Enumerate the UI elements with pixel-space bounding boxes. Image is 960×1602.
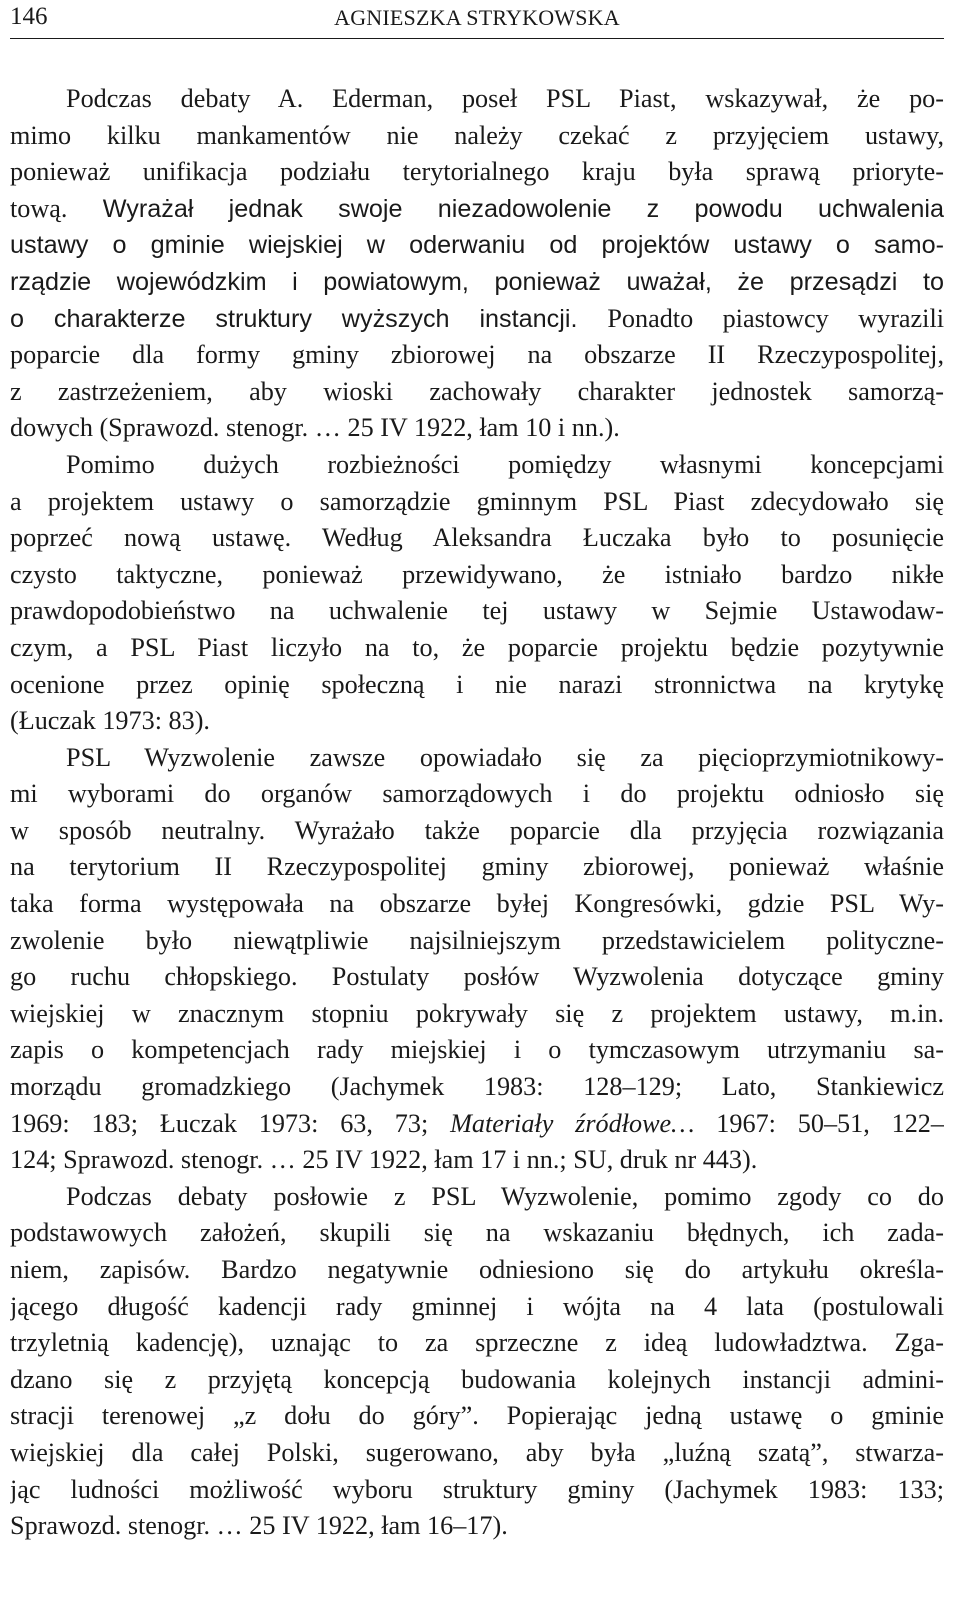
paragraph	[10, 1179, 944, 1545]
text-line: niem, zapisów. Bardzo negatywnie odniesiono się do artykułu określa-	[10, 1255, 944, 1284]
text-segment: Ponadto piastowcy wyrazili	[607, 303, 944, 333]
text-line: czysto taktyczne, ponieważ przewidywano, że istniało bardzo nikłe	[10, 559, 944, 589]
document-page	[10, 0, 944, 1545]
text-line: (Łuczak 1973: 83).	[10, 706, 210, 736]
text-line: podstawowych założeń, skupili się na wskazaniu błędnych, ich zada-	[10, 1218, 944, 1248]
text-line: mi wyborami do organów samorządowych i do projektu odniosło się	[10, 779, 944, 809]
running-head: AGNIESZKA STRYKOWSKA	[334, 5, 620, 30]
text-line: zapis o kompetencjach rady miejskiej i o tymczasowym utrzymaniu sa-	[10, 1035, 944, 1065]
text-line: stracji terenowej „z dołu do góry”. Popierając jedną ustawę o gminie	[10, 1401, 944, 1431]
text-line: wiejskiej dla całej Polski, sugerowano, aby była „luźną szatą”, stwarza-	[10, 1437, 944, 1467]
text-line: poprzeć nową ustawę. Według Aleksandra Łuczaka było to posunięcie	[10, 523, 944, 553]
text-line: Podczas debaty A. Ederman, poseł PSL Piast, wskazywał, że po-	[66, 84, 944, 113]
text-line: dowych (Sprawozd. stenogr. … 25 IV 1922, łam 10 i nn.).	[10, 413, 620, 443]
text-line: jącego długość kadencji rady gminnej i wójta na 4 lata (postulowali	[10, 1291, 944, 1321]
text-line: poparcie dla formy gminy zbiorowej na obszarze II Rzeczypospolitej,	[10, 340, 944, 370]
text-line: trzyletnią kadencję), uznając to za sprzeczne z ideą ludowładztwa. Zga-	[10, 1328, 944, 1358]
text-line	[10, 301, 944, 338]
text-line: wiejskiej w znacznym stopniu pokrywały się z projektem ustawy, m.in.	[10, 998, 944, 1028]
text-line: a projektem ustawy o samorządzie gminnym PSL Piast zdecydowało się	[10, 486, 944, 516]
text-line: mimo kilku mankamentów nie należy czekać z przyjęciem ustawy,	[10, 120, 944, 150]
page-header	[10, 0, 944, 39]
text-line: na terytorium II Rzeczypospolitej gminy zbiorowej, ponieważ właśnie	[10, 852, 944, 882]
text-line: Sprawozd. stenogr. … 25 IV 1922, łam 16–17).	[10, 1511, 508, 1541]
text-line: jąc ludności możliwość wyboru struktury gminy (Jachymek 1983: 133;	[10, 1474, 944, 1504]
text-segment: tową.	[10, 193, 68, 223]
text-line: ocenione przez opinię społeczną i nie narazi stronnictwa na krytykę	[10, 669, 944, 699]
text-line: prawdopodobieństwo na uchwalenie tej ustawy w Sejmie Ustawodaw-	[10, 596, 944, 626]
text-line	[10, 1106, 944, 1143]
text-line	[10, 191, 944, 228]
text-line: go ruchu chłopskiego. Postulaty posłów Wyzwolenia dotyczące gminy	[10, 962, 944, 992]
text-line: zwolenie było niewątpliwie najsilniejszym przedstawicielem polityczne-	[10, 925, 944, 955]
text-line: czym, a PSL Piast liczyło na to, że poparcie projektu będzie pozytywnie	[10, 632, 944, 662]
text-segment: o charakterze struktury wyższych instancji.	[10, 304, 608, 333]
text-line: Pomimo dużych rozbieżności pomiędzy własnymi koncepcjami	[66, 449, 944, 479]
text-line: w sposób neutralny. Wyrażało także poparcie dla przyjęcia rozwiązania	[10, 815, 944, 845]
text-line: 124; Sprawozd. stenogr. … 25 IV 1922, łam 17 i nn.; SU, druk nr 443).	[10, 1145, 758, 1175]
text-line: dzano się z przyjętą koncepcją budowania kolejnych instancji admini-	[10, 1364, 944, 1394]
text-line: ponieważ unifikacja podziału terytorialnego kraju była sprawą prioryte-	[10, 157, 944, 187]
paragraph	[10, 447, 944, 740]
text-segment: 1969: 183; Łuczak 1973: 63, 73;	[10, 1108, 451, 1138]
text-line: ustawy o gminie wiejskiej w oderwaniu od projektów ustawy o samo-	[10, 231, 944, 260]
text-line: taka forma występowała na obszarze byłej Kongresówki, gdzie PSL Wy-	[10, 889, 944, 919]
text-line: morządu gromadzkiego (Jachymek 1983: 128–129; Lato, Stankiewicz	[10, 1072, 944, 1102]
body-text	[10, 81, 944, 1545]
text-line: rządzie wojewódzkim i powiatowym, ponieważ uważał, że przesądzi to	[10, 267, 944, 296]
text-line: Podczas debaty posłowie z PSL Wyzwolenie, pomimo zgody co do	[66, 1181, 944, 1211]
paragraph	[10, 81, 944, 447]
text-line: PSL Wyzwolenie zawsze opowiadało się za pięcioprzymiotnikowy-	[66, 742, 944, 772]
page-number: 146	[10, 3, 48, 30]
italic-title: Materiały źródłowe…	[450, 1108, 695, 1138]
text-segment: 1967: 50–51, 122–	[694, 1108, 944, 1138]
paragraph	[10, 740, 944, 1179]
text-segment: Wyrażał jednak swoje niezadowolenie z powodu uchwalenia	[67, 194, 944, 223]
text-line: z zastrzeżeniem, aby wioski zachowały charakter jednostek samorzą-	[10, 376, 944, 406]
